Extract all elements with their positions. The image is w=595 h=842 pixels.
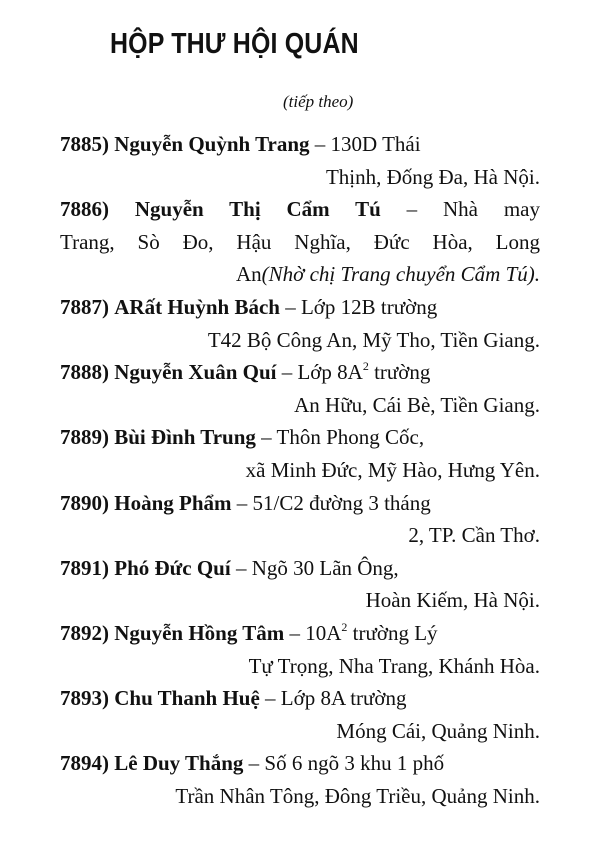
entry-name: Nguyễn Xuân Quí bbox=[114, 360, 277, 385]
entry-separator: – bbox=[309, 132, 331, 156]
entry-separator: – bbox=[259, 686, 281, 711]
entry-superscript: 2 bbox=[341, 619, 348, 634]
entry-number: 7891) bbox=[60, 555, 109, 580]
entry-address: trường bbox=[368, 360, 431, 385]
entry-separator: – bbox=[231, 490, 253, 515]
list-item bbox=[60, 487, 540, 552]
entry-name: Nguyễn Thị Cẩm Tú bbox=[134, 197, 381, 222]
list-item bbox=[60, 291, 540, 356]
entry-address-continued bbox=[60, 258, 540, 291]
entry-line bbox=[60, 356, 540, 389]
entry-address: 51/C2 đường 3 tháng bbox=[252, 490, 431, 515]
entry-name: ARất Huỳnh Bách bbox=[114, 294, 280, 319]
address-list bbox=[60, 128, 540, 812]
entry-address: trường Lý bbox=[347, 620, 438, 645]
entry-separator: – bbox=[230, 555, 252, 580]
entry-address: Số 6 ngõ 3 khu 1 phố bbox=[264, 751, 445, 776]
list-item bbox=[60, 552, 540, 617]
entry-separator: – bbox=[380, 197, 444, 222]
page-title: HỘP THƯ HỘI QUÁN bbox=[110, 28, 359, 60]
list-item bbox=[60, 617, 540, 682]
entry-separator: – bbox=[279, 294, 301, 319]
entry-address: 130D Thái bbox=[330, 132, 421, 156]
entry-number: 7887) bbox=[60, 294, 109, 319]
entry-address-continued: Trang, Sò Đo, Hậu Nghĩa, Đức Hòa, Long bbox=[60, 229, 540, 254]
list-item bbox=[60, 747, 540, 812]
entry-separator: – bbox=[276, 360, 298, 385]
list-item bbox=[60, 421, 540, 486]
entry-address-continued: Thịnh, Đống Đa, Hà Nội. bbox=[325, 164, 540, 189]
list-item bbox=[60, 356, 540, 421]
entry-line bbox=[60, 747, 540, 780]
entry-superscript: 2 bbox=[362, 359, 369, 374]
entry-name: Lê Duy Thắng bbox=[114, 751, 244, 776]
list-item bbox=[60, 128, 540, 193]
entry-number: 7889) bbox=[60, 425, 109, 450]
entry-line bbox=[60, 552, 540, 585]
entry-number: 7888) bbox=[60, 360, 109, 385]
list-item bbox=[60, 682, 540, 747]
entry-name: Hoàng Phẩm bbox=[114, 490, 232, 515]
entry-number: 7886) bbox=[60, 197, 109, 222]
entry-address-continued: An Hữu, Cái Bè, Tiền Giang. bbox=[294, 392, 540, 417]
entry-name: Bùi Đình Trung bbox=[114, 425, 256, 450]
entry-address: Ngõ 30 Lãn Ông, bbox=[251, 555, 399, 580]
entry-name: Phó Đức Quí bbox=[114, 555, 231, 580]
entry-name: Nguyễn Quỳnh Trang bbox=[114, 132, 310, 156]
entry-address-continued: Trần Nhân Tông, Đông Triều, Quảng Ninh. bbox=[175, 783, 540, 808]
entry-line bbox=[60, 291, 540, 324]
entry-separator: – bbox=[284, 620, 306, 645]
page-subtitle: (tiếp theo) bbox=[283, 92, 354, 111]
entry-address-continued: Hoàn Kiếm, Hà Nội. bbox=[365, 588, 540, 613]
entry-separator: – bbox=[255, 425, 277, 450]
list-item bbox=[60, 193, 540, 291]
entry-separator: – bbox=[243, 751, 265, 776]
entry-address: Nhà may bbox=[443, 197, 540, 222]
entry-address-continued: Tự Trọng, Nha Trang, Khánh Hòa. bbox=[248, 653, 540, 678]
entry-address: Thôn Phong Cốc, bbox=[276, 425, 425, 450]
entry-address-continued: xã Minh Đức, Mỹ Hào, Hưng Yên. bbox=[245, 457, 540, 482]
entry-number: 7893) bbox=[60, 686, 109, 711]
entry-note: (Nhờ chị Trang chuyển Cẩm Tú). bbox=[261, 262, 540, 287]
entry-number: 7894) bbox=[60, 751, 109, 776]
entry-number: 7885) bbox=[60, 132, 109, 156]
entry-line bbox=[60, 682, 540, 715]
entry-line bbox=[60, 617, 540, 650]
entry-address: Lớp 8A trường bbox=[280, 686, 407, 711]
entry-address-continued: Móng Cái, Quảng Ninh. bbox=[336, 718, 540, 743]
entry-line bbox=[60, 193, 540, 226]
entry-address: 10A bbox=[305, 620, 342, 645]
entry-line bbox=[60, 128, 540, 161]
entry-number: 7892) bbox=[60, 620, 109, 645]
entry-address: Lớp 12B trường bbox=[300, 294, 438, 319]
entry-address-continued: 2, TP. Cần Thơ. bbox=[408, 523, 540, 548]
entry-address-end: An bbox=[235, 262, 262, 287]
entry-address: Lớp 8A bbox=[297, 360, 363, 385]
entry-line bbox=[60, 487, 540, 520]
entry-number: 7890) bbox=[60, 490, 109, 515]
entry-name: Nguyễn Hồng Tâm bbox=[114, 620, 285, 645]
entry-name: Chu Thanh Huệ bbox=[114, 686, 260, 711]
entry-line bbox=[60, 421, 540, 454]
entry-address-continued: T42 Bộ Công An, Mỹ Tho, Tiền Giang. bbox=[207, 327, 540, 352]
